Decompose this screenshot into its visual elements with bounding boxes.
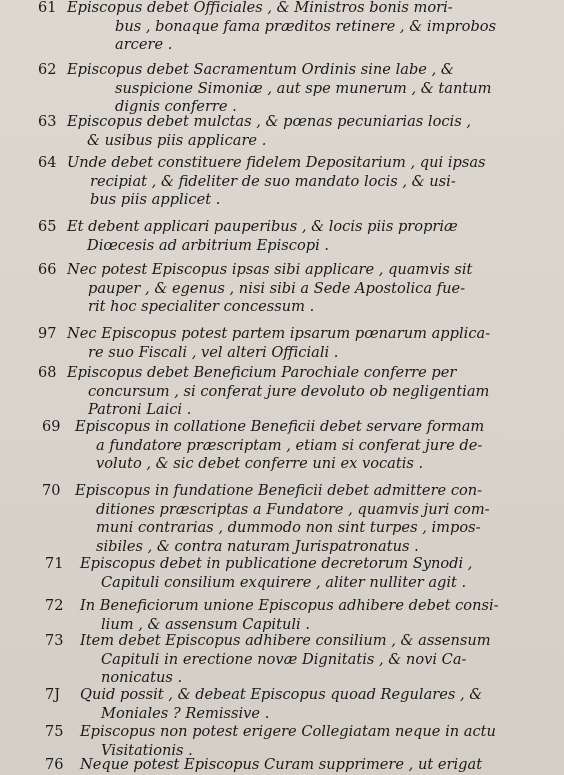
entry-72 <box>0 597 560 634</box>
entry-number: 64 <box>38 155 57 171</box>
entry-number: 62 <box>38 62 57 78</box>
entry-number: 68 <box>38 365 57 381</box>
entry-text-line: Episcopus in collatione Beneficii debet servare formam <box>75 418 485 435</box>
entry-61 <box>0 0 560 55</box>
entry-text-line: pauper , & egenus , nisi sibi a Sede Apostolica fue- <box>88 279 466 297</box>
entry-text-line: dignis conferre . <box>115 98 237 116</box>
entry-71 <box>0 555 560 592</box>
entry-text-line: suspicione Simoniæ , aut spe munerum , & tantum <box>115 79 492 97</box>
entry-7J <box>0 686 560 723</box>
entry-text-line: Episcopus debet Beneficium Parochiale conferre per <box>67 364 457 381</box>
entry-text-line: Moniales ? Remissive . <box>101 704 270 722</box>
entry-text-line: Et debent applicari pauperibus , & locis piis propriæ <box>67 218 458 235</box>
entry-text-line: re suo Fiscali , vel alteri Officiali . <box>88 343 339 361</box>
entry-number: 65 <box>38 219 57 235</box>
entry-64 <box>0 154 560 210</box>
entry-70 <box>0 482 560 556</box>
entry-text-line: sibiles , & contra naturam Jurispatronatus . <box>96 537 419 555</box>
entry-text-line: In Beneficiorum unione Episcopus adhibere debet consi- <box>80 597 499 614</box>
entry-number: 70 <box>42 483 61 499</box>
entry-text-line: & usibus piis applicare . <box>87 131 267 149</box>
entry-number: 61 <box>38 0 57 16</box>
entry-76 <box>0 756 560 775</box>
entry-text-line: ditiones præscriptas a Fundatore , quamvis juri com- <box>96 500 490 518</box>
entry-number: 69 <box>42 419 61 435</box>
entry-63 <box>0 113 560 150</box>
entry-73 <box>0 632 560 688</box>
entry-number: 63 <box>38 114 57 130</box>
entry-text-line: Unde debet constituere fidelem Depositarium , qui ipsas <box>67 154 486 171</box>
entry-text-line: Diœcesis ad arbitrium Episcopi . <box>87 236 330 254</box>
entry-text-line: bus piis applicet . <box>90 191 221 209</box>
entry-text-line: Capituli in erectione novæ Dignitatis , & novi Ca- <box>101 650 467 668</box>
entry-text-line: nonicatus . <box>101 669 183 687</box>
entry-text-line: voluto , & sic debet conferre uni ex vocatis . <box>96 455 424 473</box>
entry-text-line: rit hoc specialiter concessum . <box>88 298 315 316</box>
entry-62 <box>0 61 560 117</box>
entry-text-line: Nec potest Episcopus ipsas sibi applicare , quamvis sit <box>67 261 473 278</box>
entry-text-line: Episcopus debet Sacramentum Ordinis sine labe , & <box>67 61 454 78</box>
entry-65 <box>0 218 560 255</box>
entry-text-line: Episcopus debet Officiales , & Ministros bonis mori- <box>67 0 453 16</box>
entry-75 <box>0 723 560 760</box>
entry-text-line: Visitationis . <box>101 741 193 759</box>
entry-68 <box>0 364 560 420</box>
entry-text-line: Episcopus in fundatione Beneficii debet admittere con- <box>75 482 483 499</box>
entry-number: 73 <box>45 633 64 649</box>
entry-text-line: Nec Episcopus potest partem ipsarum pœnarum applica- <box>67 325 491 342</box>
entry-number: 71 <box>45 556 64 572</box>
entry-text-line: Item debet Episcopus adhibere consilium , & assensum <box>80 632 491 649</box>
entry-text-line: arcere . <box>115 36 173 54</box>
entry-text-line: Capituli consilium exquirere , aliter nulliter agit . <box>101 573 467 591</box>
entry-number: 76 <box>45 757 64 773</box>
entry-number: 75 <box>45 724 64 740</box>
entry-text-line: Quid possit , & debeat Episcopus quoad Regulares , & <box>80 686 483 703</box>
entry-text-line: Neque potest Episcopus Curam supprimere , ut erigat <box>80 756 483 773</box>
entry-text-line: muni contrarias , dummodo non sint turpes , impos- <box>96 519 481 537</box>
entry-number: 72 <box>45 598 64 614</box>
entry-number: 7J <box>45 687 61 703</box>
entry-text-line: recipiat , & fideliter de suo mandato locis , & usi- <box>90 172 456 190</box>
entry-text-line: Patroni Laici . <box>88 401 192 419</box>
entry-66 <box>0 261 560 317</box>
entry-text-line: concursum , si conferat jure devoluto ob negligentiam <box>88 382 490 400</box>
entry-text-line: Episcopus non potest erigere Collegiatam neque in actu <box>80 723 496 740</box>
entry-text-line: Episcopus debet mulctas , & pœnas pecuniarias locis , <box>67 113 471 130</box>
entry-69 <box>0 418 560 474</box>
entry-number: 97 <box>38 326 57 342</box>
entry-text-line: a fundatore præscriptam , etiam si conferat jure de- <box>96 436 483 454</box>
entry-text-line: lium , & assensum Capituli . <box>101 615 310 633</box>
entry-97 <box>0 325 560 362</box>
entry-text-line: Episcopus debet in publicatione decretorum Synodi , <box>80 555 473 572</box>
entry-text-line: bus , bonaque fama præditos retinere , & improbos <box>115 17 497 35</box>
entry-number: 66 <box>38 262 57 278</box>
